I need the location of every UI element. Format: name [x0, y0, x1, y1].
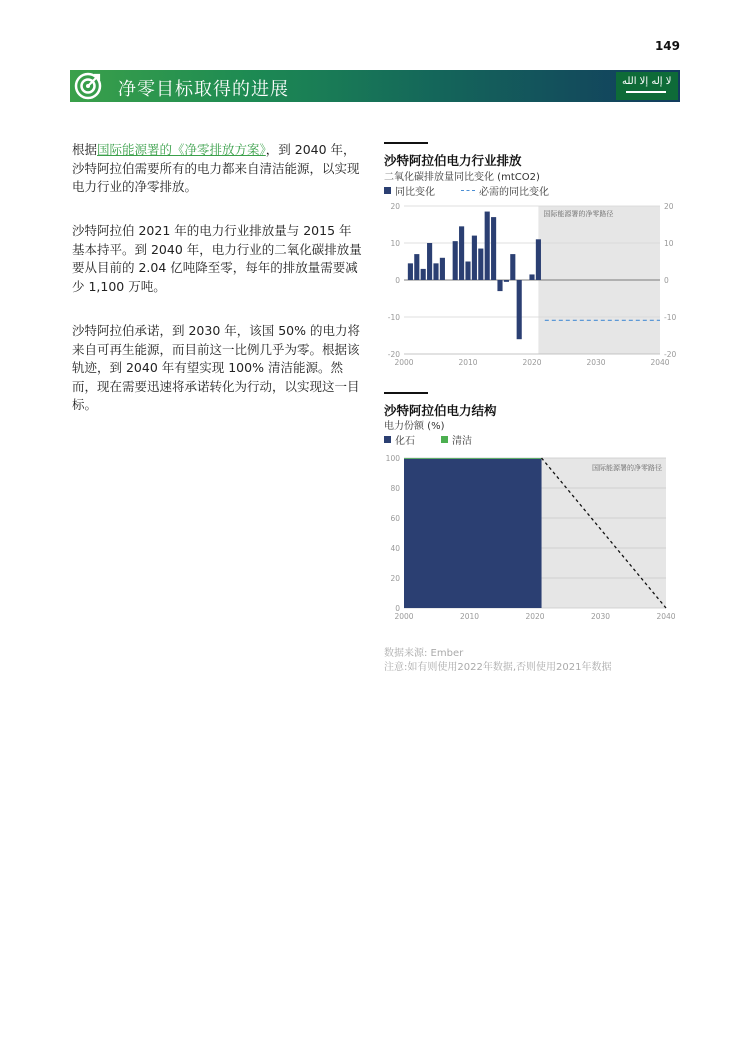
bar	[459, 226, 464, 280]
y-tick-label-right: -20	[664, 350, 677, 359]
y-tick-label: 0	[395, 604, 400, 613]
x-tick-label: 2010	[459, 612, 480, 621]
legend-swatch-dashed	[461, 190, 475, 191]
legend-fossil-label: 化石	[395, 436, 415, 447]
legend-yoy	[384, 183, 435, 198]
y-tick-label: 100	[385, 454, 400, 463]
bar	[408, 263, 413, 280]
y-tick-label: 60	[390, 514, 400, 523]
bar	[529, 274, 534, 280]
chart-1-title: 沙特阿拉伯电力行业排放	[384, 153, 522, 168]
y-tick-label-right: 10	[664, 239, 674, 248]
bar	[427, 243, 432, 280]
y-tick-label-left: 0	[395, 276, 400, 285]
x-tick-label: 2040	[650, 358, 670, 367]
clean-area	[404, 458, 542, 459]
bar	[517, 280, 522, 339]
paragraph-1-suffix: ，到 2040 年，沙特阿拉伯需要所有的电力都来自清洁能源，以实现电力行业的净零排放。	[72, 142, 360, 194]
bar	[485, 212, 490, 280]
chart-2-rule	[384, 392, 428, 394]
iea-net-zero-link[interactable]: 国际能源署的《净零排放方案》	[97, 142, 266, 157]
bar	[497, 280, 502, 291]
legend-swatch-clean	[441, 436, 448, 443]
section-banner	[70, 70, 680, 102]
bar	[504, 280, 509, 282]
legend-yoy-label: 同比变化	[395, 187, 435, 198]
data-source: 数据来源: Ember	[384, 648, 464, 659]
y-tick-label-right: 0	[664, 276, 669, 285]
legend-fossil	[384, 432, 415, 447]
paragraph-1-prefix: 根据	[72, 142, 98, 157]
x-tick-label: 2040	[656, 612, 676, 621]
x-tick-label: 2000	[394, 358, 414, 367]
chart-2-title: 沙特阿拉伯电力结构	[384, 403, 497, 418]
bar	[491, 217, 496, 280]
bar	[536, 239, 541, 280]
bar	[433, 263, 438, 280]
section-title: 净零目标取得的进展	[118, 79, 289, 100]
chart-2-subtitle: 电力份额 (%)	[384, 421, 445, 432]
bar	[440, 258, 445, 280]
chart-2-legend	[384, 432, 472, 447]
y-tick-label: 80	[390, 484, 400, 493]
legend-swatch-fossil	[384, 436, 391, 443]
saudi-flag-icon	[616, 72, 678, 100]
x-tick-label: 2020	[522, 358, 542, 367]
bar	[472, 236, 477, 280]
bar	[414, 254, 419, 280]
chart-1-subtitle: 二氧化碳排放量同比变化 (mtCO2)	[384, 172, 540, 183]
y-tick-label: 40	[390, 544, 400, 553]
y-tick-label: 20	[390, 574, 400, 583]
x-tick-label: 2030	[590, 612, 611, 621]
page-number: 149	[654, 39, 680, 53]
legend-clean-label: 清洁	[452, 436, 472, 447]
legend-swatch-navy	[384, 187, 391, 194]
bar	[453, 241, 458, 280]
y-tick-label-left: -20	[387, 350, 400, 359]
bar	[510, 254, 515, 280]
target-icon	[74, 72, 102, 100]
x-tick-label: 2030	[586, 358, 606, 367]
y-tick-label-left: 10	[390, 239, 400, 248]
bar	[465, 262, 470, 281]
flag-script: لا إله إلا الله	[622, 76, 672, 87]
x-tick-label: 2010	[458, 358, 478, 367]
paragraph-3: 沙特阿拉伯承诺，到 2030 年，该国 50% 的电力将来自可再生能源，而目前这一比例几乎为零。根据该轨迹，到 2040 年有望实现 100% 清洁能源。然而，现在需要迅速将承诺转化为行动，以实现这一目标。	[72, 323, 360, 412]
bar	[421, 269, 426, 280]
paragraph-2: 沙特阿拉伯 2021 年的电力行业排放量与 2015 年基本持平。到 2040 年，电力行业的二氧化碳排放量要从目前的 2.04 亿吨降至零，每年的排放量需要减少 1,100 万吨。	[72, 223, 362, 294]
x-tick-label: 2020	[525, 612, 545, 621]
pathway-label: 国际能源署的净零路径	[543, 210, 614, 218]
data-note: 注意:如有则使用2022年数据,否则使用2021年数据	[384, 662, 612, 673]
legend-required	[461, 183, 549, 198]
power-mix-area-chart	[384, 448, 680, 624]
y-tick-label-left: 20	[390, 202, 400, 211]
chart-1-rule	[384, 142, 428, 144]
y-tick-label-right: 20	[664, 202, 674, 211]
flag-sword	[626, 91, 666, 93]
emissions-bar-chart	[384, 198, 680, 370]
y-tick-label-left: -10	[387, 313, 400, 322]
bar	[478, 249, 483, 280]
legend-clean	[441, 432, 472, 447]
x-tick-label: 2000	[394, 612, 414, 621]
chart-1-legend	[384, 183, 549, 198]
legend-required-label: 必需的同比变化	[479, 187, 549, 198]
paragraph-1	[72, 141, 364, 197]
pathway-label: 国际能源署的净零路径	[592, 464, 662, 472]
fossil-area	[404, 459, 542, 608]
y-tick-label-right: -10	[664, 313, 677, 322]
